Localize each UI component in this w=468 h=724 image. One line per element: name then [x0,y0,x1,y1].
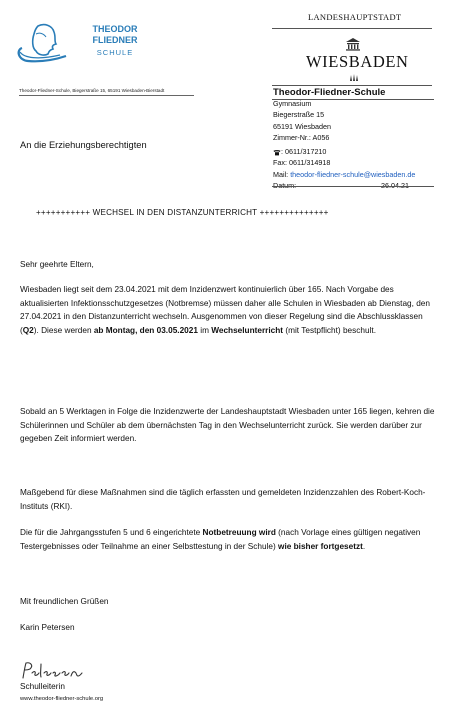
logo-text-line1: THEODOR [92,24,138,34]
mail-link[interactable]: theodor-fliedner-schule@wiesbaden.de [290,169,416,179]
logo-text-line2: FLIEDNER [92,35,138,45]
header-divider-lower [272,85,432,86]
signer-name: Karin Petersen [20,623,75,632]
phone-number: : 0611/317210 [281,147,327,157]
headline: +++++++++++ WECHSEL IN DEN DISTANZUNTERRICHT ++++++++++++++ [36,208,329,217]
p1-text-a: Wiesbaden liegt seit dem 23.04.2021 mit dem Inzidenzwert kontinuierlich über 165. Nach Vorgabe des aktualisierten Infektionsschutzgesetzes (Notbremse) müssen daher alle Schulen in Wiesbaden ab Dienstag, den 27.04.2021 in den Distanzunterricht wechseln. Ausgenommen von dieser Regelung sind die Abschlussklassen ( [20,285,430,335]
school-address-block [273,98,415,191]
paragraph-4 [20,526,440,553]
date-underline [272,186,434,187]
date-label: Datum: [273,181,297,191]
school-room: Zimmer-Nr.: A056 [273,132,330,142]
fax-number: Fax: 0611/314918 [273,158,331,168]
p1-text-c: ). Diese werden [33,325,94,335]
mail-label: Mail: [273,169,291,179]
p4-text-e: . [362,541,366,551]
p1-text-e: im [197,325,212,335]
p1-text-g: (mit Testpflicht) beschult. [283,325,376,335]
phone-icon [273,149,281,156]
paragraph-3: Maßgebend für diese Maßnahmen sind die täglich erfassten und gemeldeten Inzidenzzahlen des Robert-Koch-Instituts (RKI). [20,488,426,511]
logo-text-line3: SCHULE [96,48,134,57]
school-street: Biegerstraße 15 [273,110,325,120]
p1-bold-wechselunterricht: Wechselunterricht [211,325,284,335]
p1-bold-q2: Q2 [22,325,34,335]
school-title-underline [272,99,434,100]
recipient: An die Erziehungsberechtigten [20,140,147,150]
school-name: Theodor-Fliedner-Schule [273,87,386,98]
salutation: Sehr geehrte Eltern, [20,260,94,269]
website-link[interactable]: www.theodor-fliedner-schule.org [20,696,104,702]
paragraph-1 [20,283,440,337]
city-name: WIESBADEN [306,52,409,71]
header-divider [272,28,432,29]
sender-line: Theodor-Fliedner-Schule, Biegerstraße 15, 65191 Wiesbaden-Bierstadt [19,88,165,93]
city-label: LANDESHAUPTSTADT [308,12,402,22]
signer-role: Schulleiterin [20,682,65,691]
phone-row [273,146,415,157]
school-logo-profile-icon [14,20,74,64]
school-city: 65191 Wiesbaden [273,121,331,131]
building-icon [345,37,361,51]
date-value: 26.04.21 [381,181,409,191]
school-type: Gymnasium [273,99,312,108]
lilies-emblem-icon [348,73,360,83]
closing: Mit freundlichen Grüßen [20,597,109,606]
paragraph-2: Sobald an 5 Werktagen in Folge die Inzidenzwerte der Landeshauptstadt Wiesbaden unter 165 liegen, kehren die Schülerinnen und Schüler ab dem übernächsten Tag in den Wechselunterricht zurück. Sie werden darüber zur gegeben Zeit informiert werden. [20,407,435,444]
p4-text-a: Die für die Jahrgangsstufen 5 und 6 eingerichtete [20,528,203,537]
p4-text-c: (nach Vorlage eines gültigen negativen Testergebnisses oder Teilnahme an einer Selbsttestung in der Schule) [20,528,421,551]
handwritten-signature [20,660,84,682]
p4-bold-fortgesetzt: wie bisher fortgesetzt [278,541,363,551]
p4-bold-notbetreuung: Notbetreuung wird [202,528,276,537]
p1-bold-date: ab Montag, den 03.05.2021 [93,325,198,335]
sender-underline [19,95,194,96]
mail-row [273,169,415,180]
